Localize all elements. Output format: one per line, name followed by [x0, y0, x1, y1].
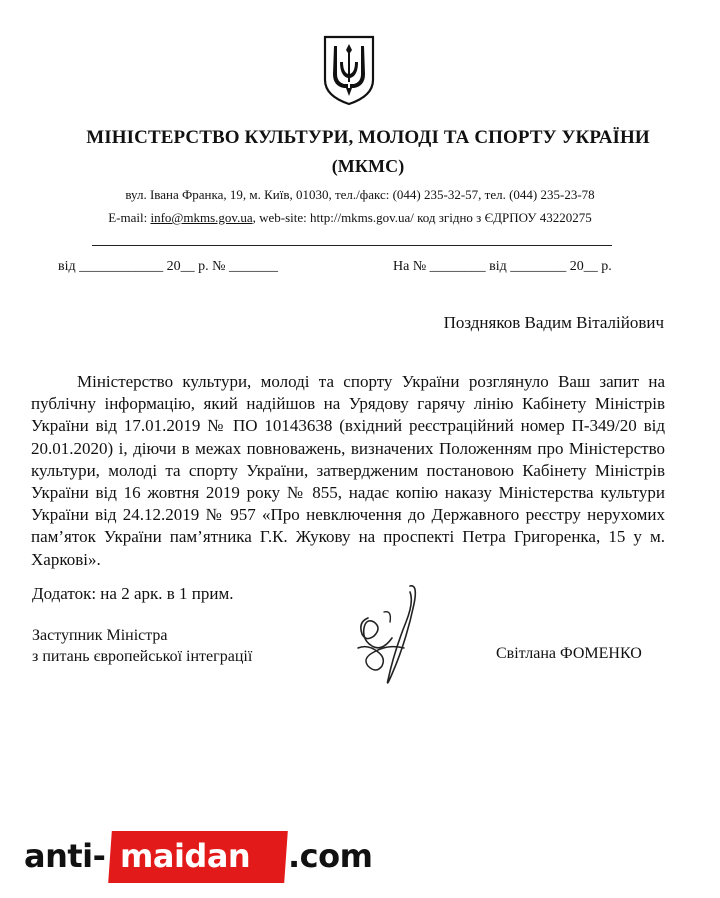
address-line: вул. Івана Франка, 19, м. Київ, 01030, тел./факс: (044) 235-32-57, тел. (044) 235-23-78: [125, 187, 595, 202]
ministry-abbreviation: (МКМС): [331, 156, 405, 176]
watermark-part-com: .com: [288, 837, 373, 875]
handwritten-signature: [348, 582, 438, 694]
attachment-note: Додаток: на 2 арк. в 1 прим.: [32, 584, 234, 603]
website-line: , web-site: http://mkms.gov.ua/ код згідно з ЄДРПОУ 43220275: [252, 210, 592, 225]
email-link[interactable]: info@mkms.gov.ua: [150, 210, 253, 225]
header-divider: [92, 245, 612, 246]
signatory-position: [32, 625, 252, 667]
watermark-part-maidan: maidan: [120, 837, 251, 875]
signatory-name: Світлана ФОМЕНКО: [496, 645, 642, 662]
ukraine-trident-icon: [322, 34, 376, 106]
outgoing-registration: від ____________ 20__ р. № _______: [58, 259, 278, 274]
site-watermark: [24, 825, 373, 885]
position-line-2: з питань європейської інтеграції: [32, 648, 253, 665]
incoming-registration: На № ________ від ________ 20__ р.: [393, 259, 612, 274]
ministry-name: МІНІСТЕРСТВО КУЛЬТУРИ, МОЛОДІ ТА СПОРТУ УКРАЇНИ: [86, 127, 650, 148]
letter-body: Міністерство культури, молоді та спорту України розглянуло Ваш запит на публічну інформацію, який надійшов на Урядову гарячу лінію Кабінету Міністрів України від 17.01.2019 № ПО 10143638 (вхідний реєстраційний номер П-349/20 від 20.01.2020) і, діючи в межах повноважень, визначених Положенням про Міністерство культури, молоді та спорту України, затвердженим постановою Кабінету Міністрів України від 16 жовтня 2019 року № 855, надає копію наказу Міністерства культури України від 24.12.2019 № 957 «Про невключення до Державного реєстру нерухомих пам’яток України пам’ятника Г.К. Жукову на проспекті Петра Григоренка, 15 у м. Харкові».: [31, 372, 665, 569]
web-contact-line: [0, 210, 710, 226]
position-line-1: Заступник Міністра: [32, 627, 168, 644]
recipient-name: Поздняков Вадим Віталійович: [443, 313, 664, 332]
watermark-part-anti: anti-: [24, 837, 106, 875]
email-label: E-mail:: [108, 210, 151, 225]
